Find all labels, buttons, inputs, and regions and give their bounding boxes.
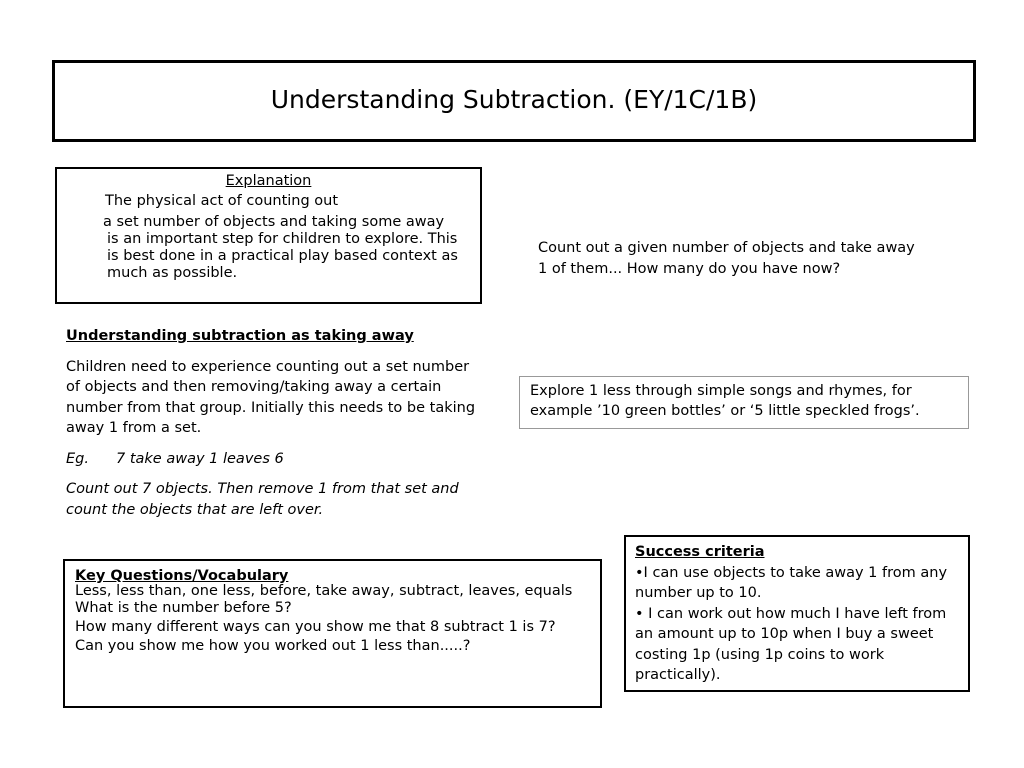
question-item: How many different ways can you show me that 8 subtract 1 is 7? [75,619,556,635]
explanation-box [55,167,482,304]
key-questions-heading: Key Questions/Vocabulary [75,568,289,584]
success-heading: Success criteria [635,544,765,560]
key-questions-box [63,559,602,708]
question-item: What is the number before 5? [75,600,292,616]
taking-away-instruction: Count out 7 objects. Then remove 1 from that set and count the objects that are left over. [66,481,459,518]
example-label: Eg. [66,450,89,467]
vocabulary-list: Less, less than, one less, before, take away, subtract, leaves, equals [75,583,573,599]
explanation-heading: Explanation [225,173,312,189]
question-item: Can you show me how you worked out 1 less than.....? [75,638,471,654]
taking-away-section [66,326,486,530]
explore-box: Explore 1 less through simple songs and rhymes, for example ’10 green bottles’ or ‘5 little speckled frogs’. [519,376,969,429]
example-text: 7 take away 1 leaves 6 [116,450,284,467]
page-title: Understanding Subtraction. (EY/1C/1B) [270,85,758,114]
example-line [66,449,486,470]
success-criteria-box [624,535,970,692]
success-item: • I can work out how much I have left from an amount up to 10p when I buy a sweet costing 1p (using 1p coins to work practically). [635,605,947,683]
title-box [52,60,976,142]
explanation-rest: is an important step for children to explore. This is best done in a practical play based context as much as possible. [107,231,458,281]
explanation-line-2: a set number of objects and taking some away [103,214,445,230]
explanation-line-1: The physical act of counting out [105,193,339,209]
taking-away-body: Children need to experience counting out a set number of objects and then removing/taking away a certain number from that group. Initially this needs to be taking away 1 from a set. [66,358,476,436]
success-item: •I can use objects to take away 1 from any number up to 10. [635,564,948,601]
taking-away-heading: Understanding subtraction as taking away [66,328,414,344]
count-activity-text: Count out a given number of objects and take away 1 of them... How many do you have now? [538,240,915,277]
